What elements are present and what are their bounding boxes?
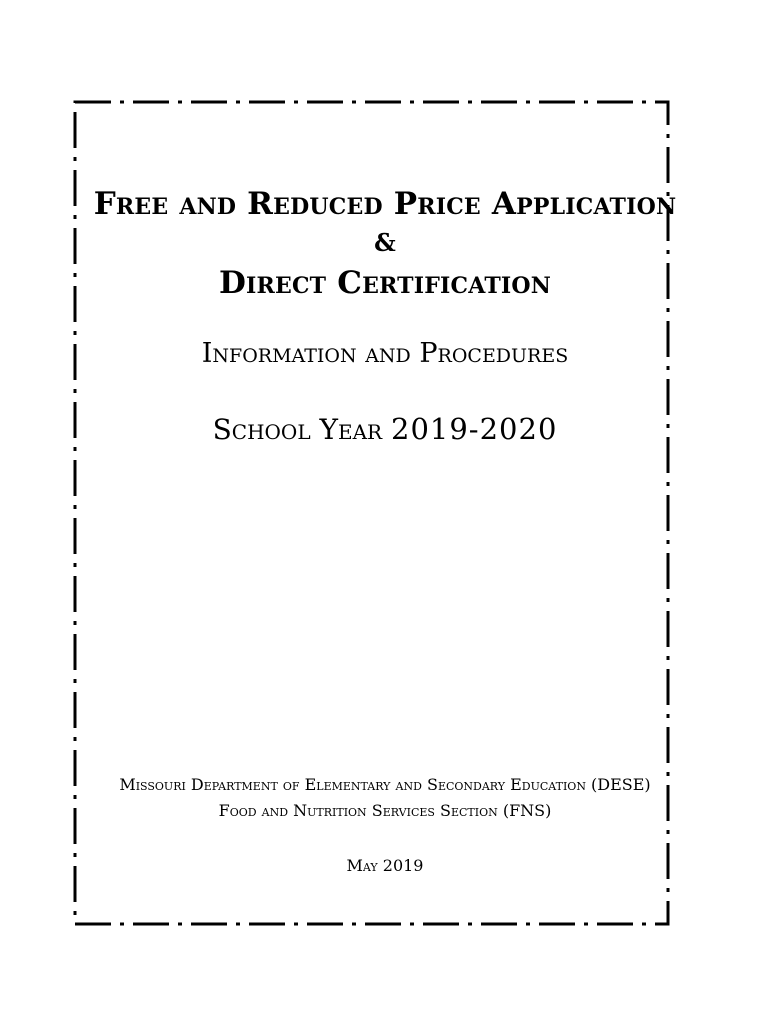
agency-line-1 [0,775,770,794]
publication-date [0,856,770,875]
title-line-2 [0,265,770,301]
school-year-label: School Year [212,413,383,446]
date-year: 2019 [382,856,424,875]
school-year [0,412,770,446]
title-text-1: Free and Reduced Price Application [93,186,677,222]
agency-text-2: Food and Nutrition Services Section (FNS) [218,801,552,820]
school-year-value: 2019-2020 [391,412,558,446]
subtitle [0,338,770,369]
date-month: May [346,856,378,875]
subtitle-text: Information and Procedures [201,338,569,369]
agency-text-1: Missouri Department of Elementary and Secondary Education (DESE) [119,775,651,794]
agency-line-2 [0,801,770,820]
title-line-1 [0,186,770,222]
ampersand-text: & [374,228,396,257]
title-text-2: Direct Certification [218,265,552,301]
title-ampersand [0,228,770,257]
